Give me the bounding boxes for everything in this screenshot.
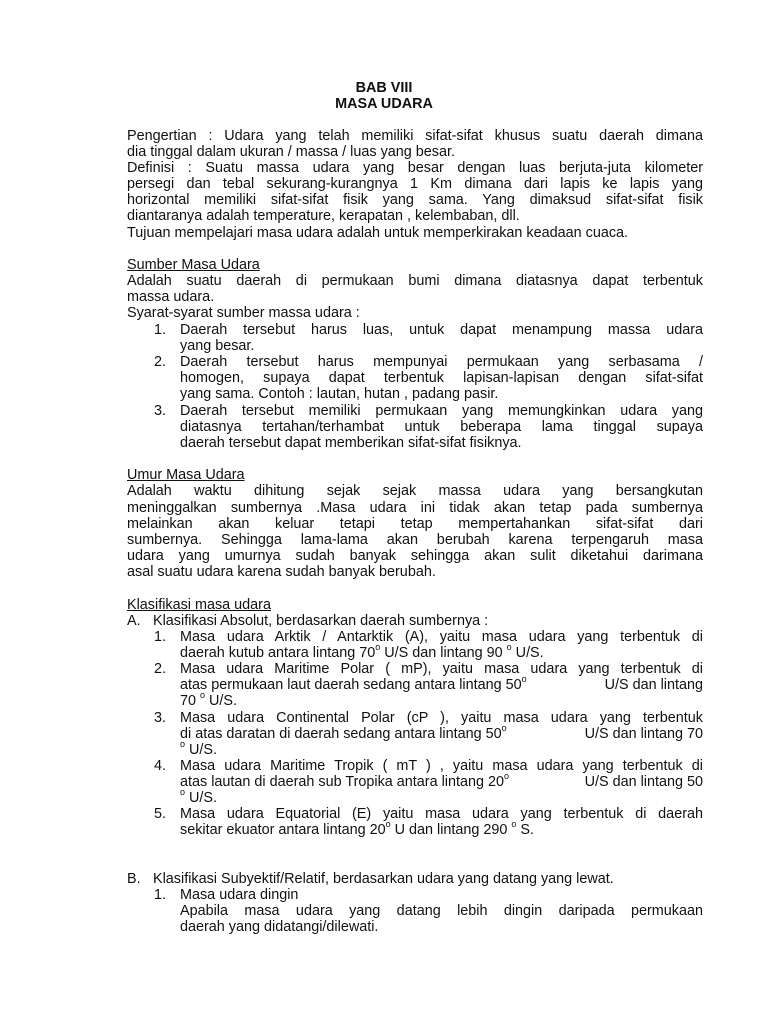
degree-symbol: o: [180, 787, 186, 798]
klasifikasi-absolut-text: Klasifikasi Absolut, berdasarkan daerah sumbernya :: [153, 613, 489, 629]
tujuan-line: Tujuan mempelajari masa udara adalah untuk memperkirakan keadaan cuaca.: [127, 225, 629, 241]
degree-symbol: o: [200, 690, 206, 701]
degree-symbol: o: [180, 739, 186, 750]
klasifikasi-item-4-line-1: Masa udara Maritime Tropik ( mT ) , yaitu masa udara yang terbentuk di: [180, 758, 703, 774]
masa-udara-dingin-line-1: Apabila masa udara yang datang lebih dingin daripada permukaan: [180, 903, 703, 919]
list-number: 1.: [153, 629, 166, 645]
definisi-line-3: horizontal memiliki sifat-sifat fisik yang sama. Yang dimaksud sifat-sifat fisik: [127, 192, 703, 208]
sumber-line-1: Adalah suatu daerah di permukaan bumi dimana diatasnya dapat terbentuk: [127, 273, 703, 289]
syarat-item-3-line-3: daerah tersebut dapat memberikan sifat-sifat fisiknya.: [180, 435, 522, 451]
degree-symbol: o: [506, 642, 512, 653]
klasifikasi-item-2-line-3: 70 $^o$ U/S.: [180, 690, 238, 709]
klasifikasi-item-4-line-2: atas lautan di daerah sub Tropika antara lintang 20$^o$ U/S dan lintang 50: [180, 771, 703, 790]
klasifikasi-item-4-line-3: $^o$ U/S.: [180, 787, 218, 806]
syarat-label: Syarat-syarat sumber massa udara :: [127, 305, 360, 321]
list-number: 4.: [153, 758, 166, 774]
klasifikasi-item-2-line-1: Masa udara Maritime Polar ( mP), yaitu masa udara yang terbentuk di: [180, 661, 703, 677]
degree-symbol: o: [511, 819, 517, 830]
klasifikasi-item-2-line-2: atas permukaan laut daerah sedang antara lintang 50$^o$ U/S dan lintang: [180, 674, 703, 693]
syarat-item-1-line-2: yang besar.: [180, 338, 255, 354]
degree-symbol: o: [385, 819, 391, 830]
degree-symbol: o: [521, 674, 527, 685]
syarat-item-2-line-3: yang sama. Contoh : lautan, hutan , padang pasir.: [180, 386, 499, 402]
syarat-item-2-line-1: Daerah tersebut harus mempunyai permukaan yang serbasama /: [180, 354, 703, 370]
masa-udara-dingin-title: Masa udara dingin: [180, 887, 299, 903]
syarat-item-3-line-1: Daerah tersebut memiliki permukaan yang memungkinkan udara yang: [180, 403, 703, 419]
klasifikasi-item-3-line-3: $^o$ U/S.: [180, 739, 218, 758]
klasifikasi-heading: Klasifikasi masa udara: [127, 597, 271, 613]
umur-line-6: asal suatu udara karena sudah banyak berubah.: [127, 564, 436, 580]
umur-line-1: Adalah waktu dihitung sejak sejak massa udara yang bersangkutan: [127, 483, 703, 499]
pengertian-line-1: Pengertian : Udara yang telah memiliki sifat-sifat khusus suatu daerah dimana: [127, 128, 703, 144]
chapter-title: MASA UDARA: [335, 96, 433, 112]
degree-symbol: o: [501, 723, 507, 734]
klasifikasi-subyektif-text: Klasifikasi Subyektif/Relatif, berdasarkan udara yang datang yang lewat.: [153, 871, 614, 887]
umur-line-3: melainkan akan keluar tetapi tetap mempertahankan sifat-sifat dari: [127, 516, 703, 532]
list-number: 1.: [153, 887, 166, 903]
klasifikasi-item-5-line-2: sekitar ekuator antara lintang 20$^o$ U dan lintang 290 $^o$ S.: [180, 819, 535, 838]
list-number: 3.: [153, 403, 166, 419]
definisi-line-4: diantaranya adalah temperature, kerapatan , kelembaban, dll.: [127, 208, 520, 224]
klasifikasi-item-1-line-2: daerah kutub antara lintang 70$^o$ U/S dan lintang 90 $^o$ U/S.: [180, 642, 544, 661]
degree-symbol: o: [504, 771, 510, 782]
klasifikasi-item-3-line-1: Masa udara Continental Polar (cP ), yaitu masa udara yang terbentuk: [180, 710, 703, 726]
list-number: 5.: [153, 806, 166, 822]
klasifikasi-item-1-line-1: Masa udara Arktik / Antarktik (A), yaitu masa udara yang terbentuk di: [180, 629, 703, 645]
klasifikasi-item-5-line-1: Masa udara Equatorial (E) yaitu masa udara yang terbentuk di daerah: [180, 806, 703, 822]
definisi-line-2: persegi dan tebal sekurang-kurangnya 1 Km dimana dari lapis ke lapis yang: [127, 176, 703, 192]
list-number: 3.: [153, 710, 166, 726]
list-number: 2.: [153, 661, 166, 677]
pengertian-line-2: dia tinggal dalam ukuran / massa / luas yang besar.: [127, 144, 455, 160]
umur-line-2: meninggalkan sumbernya .Masa udara ini tidak akan tetap pada sumbernya: [127, 500, 703, 516]
masa-udara-dingin-line-2: daerah yang didatangi/dilewati.: [180, 919, 379, 935]
syarat-item-2-line-2: homogen, supaya dapat terbentuk lapisan-lapisan dengan sifat-sifat: [180, 370, 703, 386]
umur-heading: Umur Masa Udara: [127, 467, 245, 483]
syarat-item-1-line-1: Daerah tersebut harus luas, untuk dapat menampung massa udara: [180, 322, 703, 338]
section-letter-a: A.: [127, 613, 141, 629]
degree-symbol: o: [375, 642, 381, 653]
klasifikasi-item-3-line-2: di atas daratan di daerah sedang antara lintang 50$^o$ U/S dan lintang 70: [180, 723, 703, 742]
list-number: 2.: [153, 354, 166, 370]
sumber-line-2: massa udara.: [127, 289, 215, 305]
syarat-item-3-line-2: diatasnya tertahan/terhambat untuk beberapa lama tinggal supaya: [180, 419, 703, 435]
umur-line-5: udara yang umurnya sudah banyak sehingga akan sulit diketahui darimana: [127, 548, 703, 564]
umur-line-4: sumbernya. Sehingga lama-lama akan berubah karena terpengaruh masa: [127, 532, 703, 548]
list-number: 1.: [153, 322, 166, 338]
sumber-heading: Sumber Masa Udara: [127, 257, 260, 273]
definisi-line-1: Definisi : Suatu massa udara yang besar dengan luas berjuta-juta kilometer: [127, 160, 703, 176]
section-letter-b: B.: [127, 871, 141, 887]
chapter-number: BAB VIII: [355, 80, 413, 96]
